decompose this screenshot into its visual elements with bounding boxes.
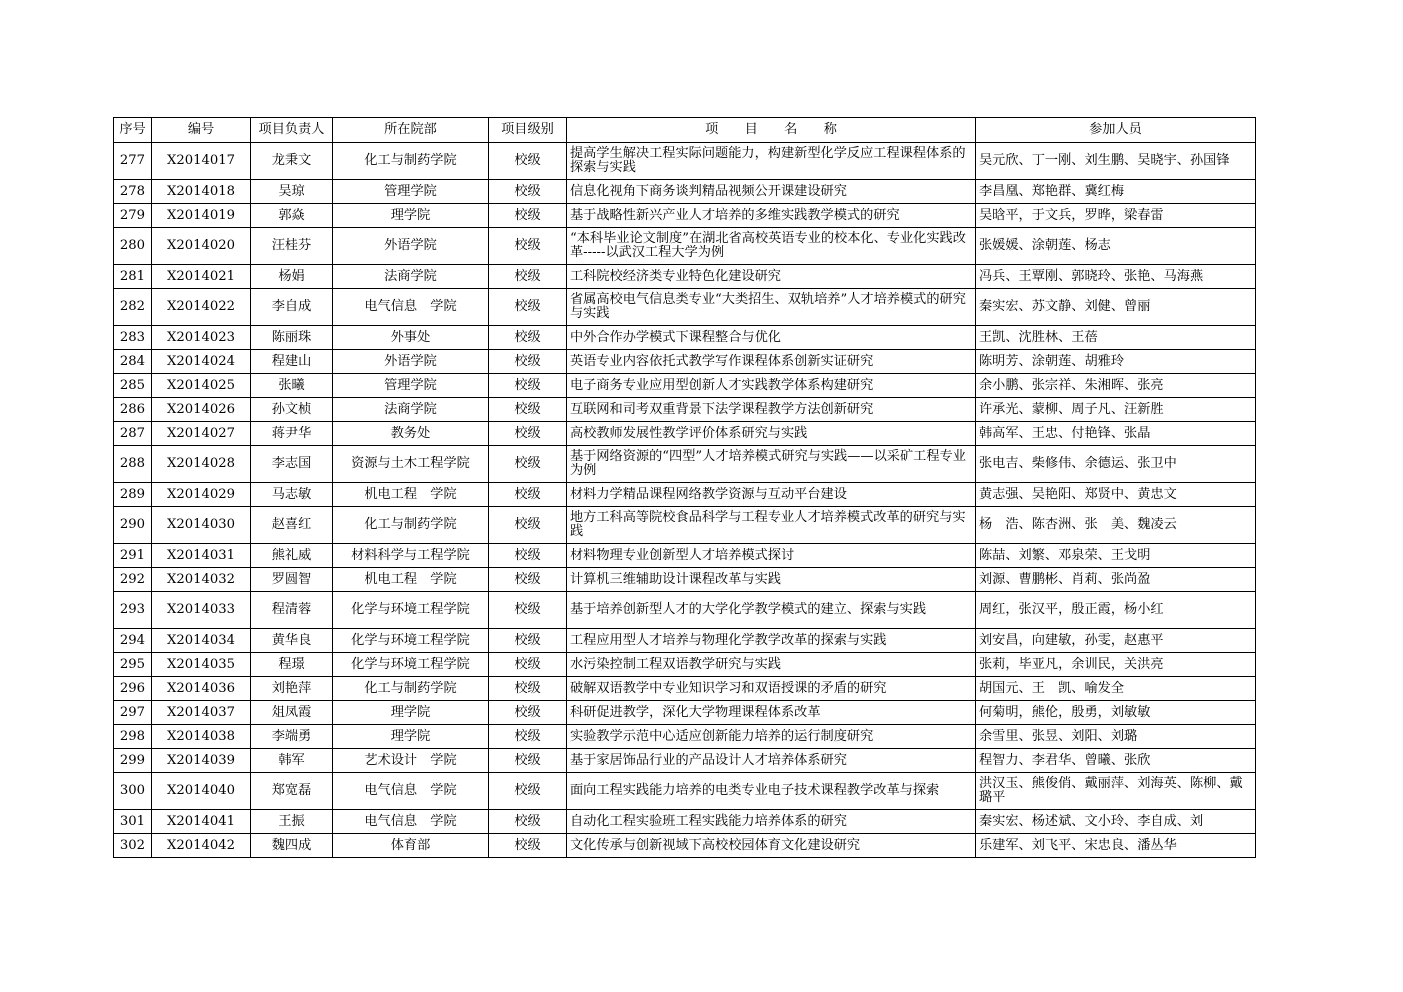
cell-seq: 282: [114, 289, 152, 326]
cell-members: 吴晗平，于文兵，罗晔，梁春雷: [976, 204, 1256, 228]
cell-leader: 黄华良: [251, 629, 333, 653]
table-body: [114, 143, 1256, 858]
cell-members: 韩高军、王忠、付艳锋、张晶: [976, 422, 1256, 446]
cell-seq: 291: [114, 544, 152, 568]
cell-title: 自动化工程实验班工程实践能力培养体系的研究: [567, 810, 976, 834]
table-row: [114, 834, 1256, 858]
table-row: [114, 653, 1256, 677]
cell-seq: 283: [114, 326, 152, 350]
cell-members: 刘安昌，向建敏，孙雯，赵惠平: [976, 629, 1256, 653]
cell-code: X2014041: [152, 810, 251, 834]
table-header-row: [114, 118, 1256, 143]
cell-seq: 292: [114, 568, 152, 592]
cell-seq: 295: [114, 653, 152, 677]
cell-leader: 赵喜红: [251, 507, 333, 544]
cell-code: X2014040: [152, 773, 251, 810]
cell-leader: 程清蓉: [251, 592, 333, 629]
cell-level: 校级: [489, 677, 567, 701]
cell-members: 杨 浩、陈杏洲、张 美、魏凌云: [976, 507, 1256, 544]
cell-dept: 电气信息 学院: [333, 289, 489, 326]
cell-title: 实验教学示范中心适应创新能力培养的运行制度研究: [567, 725, 976, 749]
cell-code: X2014020: [152, 228, 251, 265]
cell-code: X2014034: [152, 629, 251, 653]
cell-level: 校级: [489, 422, 567, 446]
cell-dept: 机电工程 学院: [333, 568, 489, 592]
cell-members: 秦实宏、苏文静、刘健、曾丽: [976, 289, 1256, 326]
cell-level: 校级: [489, 289, 567, 326]
cell-code: X2014029: [152, 483, 251, 507]
cell-seq: 301: [114, 810, 152, 834]
cell-code: X2014027: [152, 422, 251, 446]
table-row: [114, 544, 1256, 568]
cell-dept: 管理学院: [333, 374, 489, 398]
cell-dept: 化学与环境工程学院: [333, 592, 489, 629]
table-row: [114, 228, 1256, 265]
cell-leader: 魏四成: [251, 834, 333, 858]
cell-dept: 外事处: [333, 326, 489, 350]
table-row: [114, 483, 1256, 507]
table-row: [114, 725, 1256, 749]
cell-level: 校级: [489, 773, 567, 810]
cell-code: X2014038: [152, 725, 251, 749]
cell-leader: 陈丽珠: [251, 326, 333, 350]
cell-title: 中外合作办学模式下课程整合与优化: [567, 326, 976, 350]
cell-code: X2014030: [152, 507, 251, 544]
cell-dept: 理学院: [333, 725, 489, 749]
cell-members: 张电吉、柴修伟、余德运、张卫中: [976, 446, 1256, 483]
cell-level: 校级: [489, 544, 567, 568]
cell-leader: 俎凤霞: [251, 701, 333, 725]
table-row: [114, 810, 1256, 834]
cell-level: 校级: [489, 326, 567, 350]
cell-title: 文化传承与创新视域下高校校园体育文化建设研究: [567, 834, 976, 858]
cell-seq: 296: [114, 677, 152, 701]
cell-title: 英语专业内容依托式教学写作课程体系创新实证研究: [567, 350, 976, 374]
cell-level: 校级: [489, 810, 567, 834]
header-seq: 序号: [114, 118, 152, 143]
cell-title: 工科院校经济类专业特色化建设研究: [567, 265, 976, 289]
table-row: [114, 568, 1256, 592]
cell-seq: 289: [114, 483, 152, 507]
cell-code: X2014024: [152, 350, 251, 374]
cell-level: 校级: [489, 350, 567, 374]
table-row: [114, 677, 1256, 701]
cell-leader: 罗圆智: [251, 568, 333, 592]
cell-dept: 理学院: [333, 701, 489, 725]
cell-members: 刘源、曹鹏彬、肖莉、张尚盈: [976, 568, 1256, 592]
table-row: [114, 398, 1256, 422]
cell-seq: 290: [114, 507, 152, 544]
cell-members: 张莉，毕亚凡，余训民，关洪亮: [976, 653, 1256, 677]
cell-dept: 艺术设计 学院: [333, 749, 489, 773]
cell-seq: 286: [114, 398, 152, 422]
cell-members: 余小鹏、张宗祥、朱湘晖、张亮: [976, 374, 1256, 398]
header-members: 参加人员: [976, 118, 1256, 143]
table-row: [114, 289, 1256, 326]
cell-members: 陈明芳、涂朝莲、胡雅玲: [976, 350, 1256, 374]
cell-members: 余雪里、张昱、刘阳、刘璐: [976, 725, 1256, 749]
cell-members: 吴元欣、丁一刚、刘生鹏、吴晓宇、孙国锋: [976, 143, 1256, 180]
cell-level: 校级: [489, 180, 567, 204]
cell-members: 秦实宏、杨述斌、文小玲、李自成、刘: [976, 810, 1256, 834]
table-row: [114, 326, 1256, 350]
cell-seq: 280: [114, 228, 152, 265]
cell-code: X2014035: [152, 653, 251, 677]
cell-code: X2014031: [152, 544, 251, 568]
cell-dept: 体育部: [333, 834, 489, 858]
cell-title: “本科毕业论文制度”在湖北省高校英语专业的校本化、专业化实践改革-----以武汉工程大学为例: [567, 228, 976, 265]
cell-level: 校级: [489, 592, 567, 629]
cell-level: 校级: [489, 446, 567, 483]
cell-seq: 302: [114, 834, 152, 858]
cell-code: X2014018: [152, 180, 251, 204]
table-row: [114, 749, 1256, 773]
cell-title: 基于网络资源的“四型”人才培养模式研究与实践——以采矿工程专业为例: [567, 446, 976, 483]
cell-dept: 化学与环境工程学院: [333, 629, 489, 653]
cell-level: 校级: [489, 374, 567, 398]
cell-seq: 300: [114, 773, 152, 810]
table-row: [114, 265, 1256, 289]
cell-members: 王凯、沈胜林、王蓓: [976, 326, 1256, 350]
table-row: [114, 592, 1256, 629]
cell-members: 程智力、李君华、曾曦、张欣: [976, 749, 1256, 773]
cell-code: X2014025: [152, 374, 251, 398]
cell-title: 材料物理专业创新型人才培养模式探讨: [567, 544, 976, 568]
cell-title: 省属高校电气信息类专业“大类招生、双轨培养”人才培养模式的研究与实践: [567, 289, 976, 326]
header-level: 项目级别: [489, 118, 567, 143]
cell-leader: 杨娟: [251, 265, 333, 289]
cell-leader: 郭焱: [251, 204, 333, 228]
cell-title: 电子商务专业应用型创新人才实践教学体系构建研究: [567, 374, 976, 398]
header-title: 项 目 名 称: [567, 118, 976, 143]
table-row: [114, 701, 1256, 725]
cell-members: 何菊明，熊伦，殷勇，刘敏敏: [976, 701, 1256, 725]
cell-level: 校级: [489, 834, 567, 858]
cell-dept: 化工与制药学院: [333, 143, 489, 180]
cell-seq: 298: [114, 725, 152, 749]
cell-code: X2014017: [152, 143, 251, 180]
cell-seq: 285: [114, 374, 152, 398]
cell-title: 基于培养创新型人才的大学化学教学模式的建立、探索与实践: [567, 592, 976, 629]
cell-title: 破解双语教学中专业知识学习和双语授课的矛盾的研究: [567, 677, 976, 701]
table-row: [114, 629, 1256, 653]
cell-members: 冯兵、王覃刚、郭晓玲、张艳、马海燕: [976, 265, 1256, 289]
cell-dept: 电气信息 学院: [333, 773, 489, 810]
cell-title: 材料力学精品课程网络教学资源与互动平台建设: [567, 483, 976, 507]
cell-level: 校级: [489, 204, 567, 228]
cell-level: 校级: [489, 568, 567, 592]
cell-title: 面向工程实践能力培养的电类专业电子技术课程教学改革与探索: [567, 773, 976, 810]
cell-level: 校级: [489, 629, 567, 653]
cell-code: X2014036: [152, 677, 251, 701]
table-row: [114, 374, 1256, 398]
cell-dept: 外语学院: [333, 228, 489, 265]
cell-members: 洪汉玉、熊俊俏、戴丽萍、刘海英、陈柳、戴璐平: [976, 773, 1256, 810]
cell-seq: 284: [114, 350, 152, 374]
cell-leader: 韩军: [251, 749, 333, 773]
cell-members: 许承光、蒙柳、周子凡、汪新胜: [976, 398, 1256, 422]
cell-dept: 管理学院: [333, 180, 489, 204]
cell-leader: 汪桂芬: [251, 228, 333, 265]
cell-code: X2014023: [152, 326, 251, 350]
cell-leader: 蒋尹华: [251, 422, 333, 446]
table-row: [114, 180, 1256, 204]
table-row: [114, 507, 1256, 544]
cell-level: 校级: [489, 507, 567, 544]
cell-leader: 郑宽磊: [251, 773, 333, 810]
cell-seq: 288: [114, 446, 152, 483]
cell-code: X2014028: [152, 446, 251, 483]
cell-code: X2014037: [152, 701, 251, 725]
cell-dept: 材料科学与工程学院: [333, 544, 489, 568]
cell-seq: 279: [114, 204, 152, 228]
cell-leader: 程建山: [251, 350, 333, 374]
cell-leader: 程璟: [251, 653, 333, 677]
cell-level: 校级: [489, 749, 567, 773]
cell-code: X2014033: [152, 592, 251, 629]
cell-leader: 龙秉文: [251, 143, 333, 180]
cell-leader: 吴琼: [251, 180, 333, 204]
cell-seq: 281: [114, 265, 152, 289]
cell-level: 校级: [489, 725, 567, 749]
cell-title: 高校教师发展性教学评价体系研究与实践: [567, 422, 976, 446]
cell-seq: 278: [114, 180, 152, 204]
cell-code: X2014022: [152, 289, 251, 326]
cell-dept: 化工与制药学院: [333, 677, 489, 701]
cell-title: 工程应用型人才培养与物理化学教学改革的探索与实践: [567, 629, 976, 653]
cell-title: 计算机三维辅助设计课程改革与实践: [567, 568, 976, 592]
table-row: [114, 350, 1256, 374]
cell-leader: 张曦: [251, 374, 333, 398]
cell-members: 黄志强、吴艳阳、郑贤中、黄忠文: [976, 483, 1256, 507]
project-table: [113, 117, 1256, 858]
cell-members: 胡国元、王 凯、喻发全: [976, 677, 1256, 701]
cell-title: 基于家居饰品行业的产品设计人才培养体系研究: [567, 749, 976, 773]
cell-leader: 王振: [251, 810, 333, 834]
cell-level: 校级: [489, 228, 567, 265]
cell-leader: 李自成: [251, 289, 333, 326]
cell-dept: 资源与土木工程学院: [333, 446, 489, 483]
cell-dept: 理学院: [333, 204, 489, 228]
cell-code: X2014019: [152, 204, 251, 228]
cell-seq: 277: [114, 143, 152, 180]
cell-title: 提高学生解决工程实际问题能力，构建新型化学反应工程课程体系的探索与实践: [567, 143, 976, 180]
cell-level: 校级: [489, 483, 567, 507]
cell-level: 校级: [489, 265, 567, 289]
cell-dept: 化学与环境工程学院: [333, 653, 489, 677]
cell-title: 互联网和司考双重背景下法学课程教学方法创新研究: [567, 398, 976, 422]
cell-dept: 教务处: [333, 422, 489, 446]
cell-dept: 外语学院: [333, 350, 489, 374]
cell-members: 张媛媛、涂朝莲、杨志: [976, 228, 1256, 265]
cell-code: X2014021: [152, 265, 251, 289]
cell-seq: 287: [114, 422, 152, 446]
cell-title: 信息化视角下商务谈判精品视频公开课建设研究: [567, 180, 976, 204]
cell-members: 周红，张汉平，殷正霞，杨小红: [976, 592, 1256, 629]
cell-leader: 熊礼威: [251, 544, 333, 568]
cell-level: 校级: [489, 398, 567, 422]
table-row: [114, 204, 1256, 228]
cell-code: X2014032: [152, 568, 251, 592]
header-dept: 所在院部: [333, 118, 489, 143]
cell-code: X2014039: [152, 749, 251, 773]
header-leader: 项目负责人: [251, 118, 333, 143]
cell-leader: 马志敏: [251, 483, 333, 507]
cell-leader: 李志国: [251, 446, 333, 483]
cell-dept: 法商学院: [333, 265, 489, 289]
cell-seq: 299: [114, 749, 152, 773]
cell-members: 陈喆、刘繁、邓泉荣、王戈明: [976, 544, 1256, 568]
cell-leader: 刘艳萍: [251, 677, 333, 701]
cell-title: 基于战略性新兴产业人才培养的多维实践教学模式的研究: [567, 204, 976, 228]
table-row: [114, 422, 1256, 446]
cell-seq: 294: [114, 629, 152, 653]
cell-members: 李昌凰、郑艳群、冀红梅: [976, 180, 1256, 204]
table-row: [114, 143, 1256, 180]
cell-members: 乐建军、刘飞平、宋忠良、潘丛华: [976, 834, 1256, 858]
cell-leader: 李端勇: [251, 725, 333, 749]
cell-dept: 法商学院: [333, 398, 489, 422]
cell-level: 校级: [489, 143, 567, 180]
cell-level: 校级: [489, 653, 567, 677]
cell-seq: 297: [114, 701, 152, 725]
table-row: [114, 773, 1256, 810]
cell-code: X2014042: [152, 834, 251, 858]
cell-level: 校级: [489, 701, 567, 725]
table-row: [114, 446, 1256, 483]
cell-title: 水污染控制工程双语教学研究与实践: [567, 653, 976, 677]
cell-code: X2014026: [152, 398, 251, 422]
cell-dept: 化工与制药学院: [333, 507, 489, 544]
cell-dept: 电气信息 学院: [333, 810, 489, 834]
cell-seq: 293: [114, 592, 152, 629]
cell-title: 科研促进教学，深化大学物理课程体系改革: [567, 701, 976, 725]
cell-dept: 机电工程 学院: [333, 483, 489, 507]
header-code: 编号: [152, 118, 251, 143]
cell-title: 地方工科高等院校食品科学与工程专业人才培养模式改革的研究与实践: [567, 507, 976, 544]
cell-leader: 孙文桢: [251, 398, 333, 422]
